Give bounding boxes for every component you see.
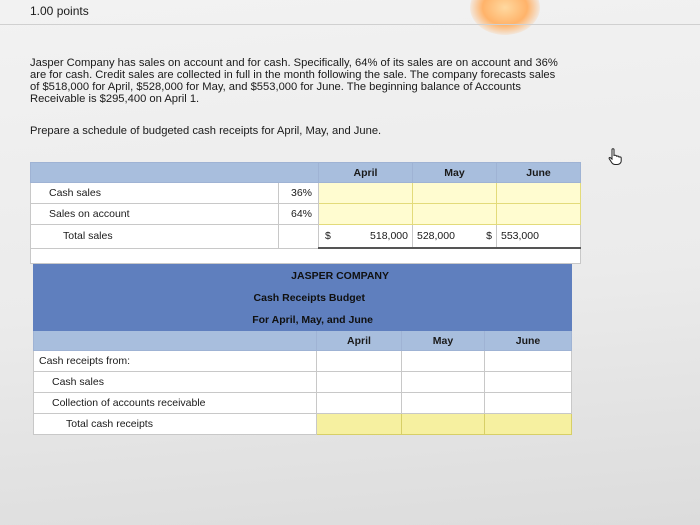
cash-sales-pct: 36% <box>279 183 319 204</box>
hand-pointer-icon <box>606 148 624 166</box>
cash-sales-may-input[interactable] <box>413 183 497 204</box>
budget-cash-sales-april-input[interactable] <box>317 372 402 393</box>
spacer-row <box>31 248 667 264</box>
dollar-sign: $ <box>486 230 492 242</box>
table-row <box>31 225 667 249</box>
budget-total-april[interactable] <box>317 414 402 435</box>
cash-receipts-from-label: Cash receipts from: <box>34 351 317 372</box>
sales-header-row <box>31 163 667 183</box>
budget-month-may: May <box>402 331 485 351</box>
row-label-cash-sales: Cash sales <box>31 183 279 204</box>
total-sales-may-value: 528,000 <box>417 230 455 242</box>
sales-on-account-may-input[interactable] <box>413 204 497 225</box>
budget-total-june[interactable] <box>485 414 572 435</box>
problem-text <box>30 57 575 105</box>
budget-period: For April, May, and June <box>34 309 402 331</box>
budget-title-row <box>34 287 572 309</box>
table-row <box>34 372 572 393</box>
cash-sales-april-input[interactable] <box>319 183 413 204</box>
table-row <box>34 351 572 372</box>
total-sales-april <box>319 225 413 249</box>
problem-line: Jasper Company has sales on account and for cash. Specifically, 64% of its sales are on account and 36% <box>30 57 558 69</box>
budget-cash-sales-label: Cash sales <box>34 372 317 393</box>
budget-cash-sales-june-input[interactable] <box>485 372 572 393</box>
total-sales-april-value: 518,000 <box>370 230 408 242</box>
row-label-sales-on-account: Sales on account <box>31 204 279 225</box>
table-row <box>31 204 667 225</box>
budget-month-june: June <box>485 331 572 351</box>
budget-period-row <box>34 309 572 331</box>
budget-collection-june-input[interactable] <box>485 393 572 414</box>
total-sales-june-value: 553,000 <box>501 230 539 242</box>
sales-table <box>30 162 667 264</box>
budget-total-label: Total cash receipts <box>34 414 317 435</box>
budget-collection-april-input[interactable] <box>317 393 402 414</box>
table-row <box>31 183 667 204</box>
total-sales-june <box>497 225 581 249</box>
sales-on-account-june-input[interactable] <box>497 204 581 225</box>
table-row <box>34 393 572 414</box>
problem-line: of $518,000 for April, $528,000 for May, and $553,000 for June. The beginning balance of Accounts <box>30 81 521 93</box>
dollar-sign: $ <box>325 230 331 242</box>
budget-month-april: April <box>317 331 402 351</box>
month-header-april: April <box>319 163 413 183</box>
cash-receipts-budget-table <box>33 264 572 435</box>
problem-line: are for cash. Credit sales are collected in full in the month following the sale. The company forecasts sales <box>30 69 556 81</box>
total-sales-pct-blank <box>279 225 319 249</box>
table-row <box>34 414 572 435</box>
budget-total-may[interactable] <box>402 414 485 435</box>
total-sales-may <box>413 225 497 249</box>
budget-company-name: JASPER COMPANY <box>34 265 402 287</box>
divider <box>0 24 700 25</box>
budget-cash-sales-may-input[interactable] <box>402 372 485 393</box>
budget-collection-may-input[interactable] <box>402 393 485 414</box>
budget-month-header-row <box>34 331 572 351</box>
row-label-total-sales: Total sales <box>31 225 279 249</box>
cash-sales-june-input[interactable] <box>497 183 581 204</box>
camera-glare <box>470 0 540 35</box>
budget-company-row <box>34 265 572 287</box>
sales-on-account-april-input[interactable] <box>319 204 413 225</box>
points-label: 1.00 points <box>30 4 89 18</box>
problem-line: Receivable is $295,400 on April 1. <box>30 93 200 105</box>
header-blank <box>31 163 319 183</box>
problem-prompt: Prepare a schedule of budgeted cash receipts for April, May, and June. <box>30 125 382 137</box>
budget-title: Cash Receipts Budget <box>34 287 402 309</box>
sales-on-account-pct: 64% <box>279 204 319 225</box>
month-header-june: June <box>497 163 581 183</box>
month-header-may: May <box>413 163 497 183</box>
budget-collection-label: Collection of accounts receivable <box>34 393 317 414</box>
